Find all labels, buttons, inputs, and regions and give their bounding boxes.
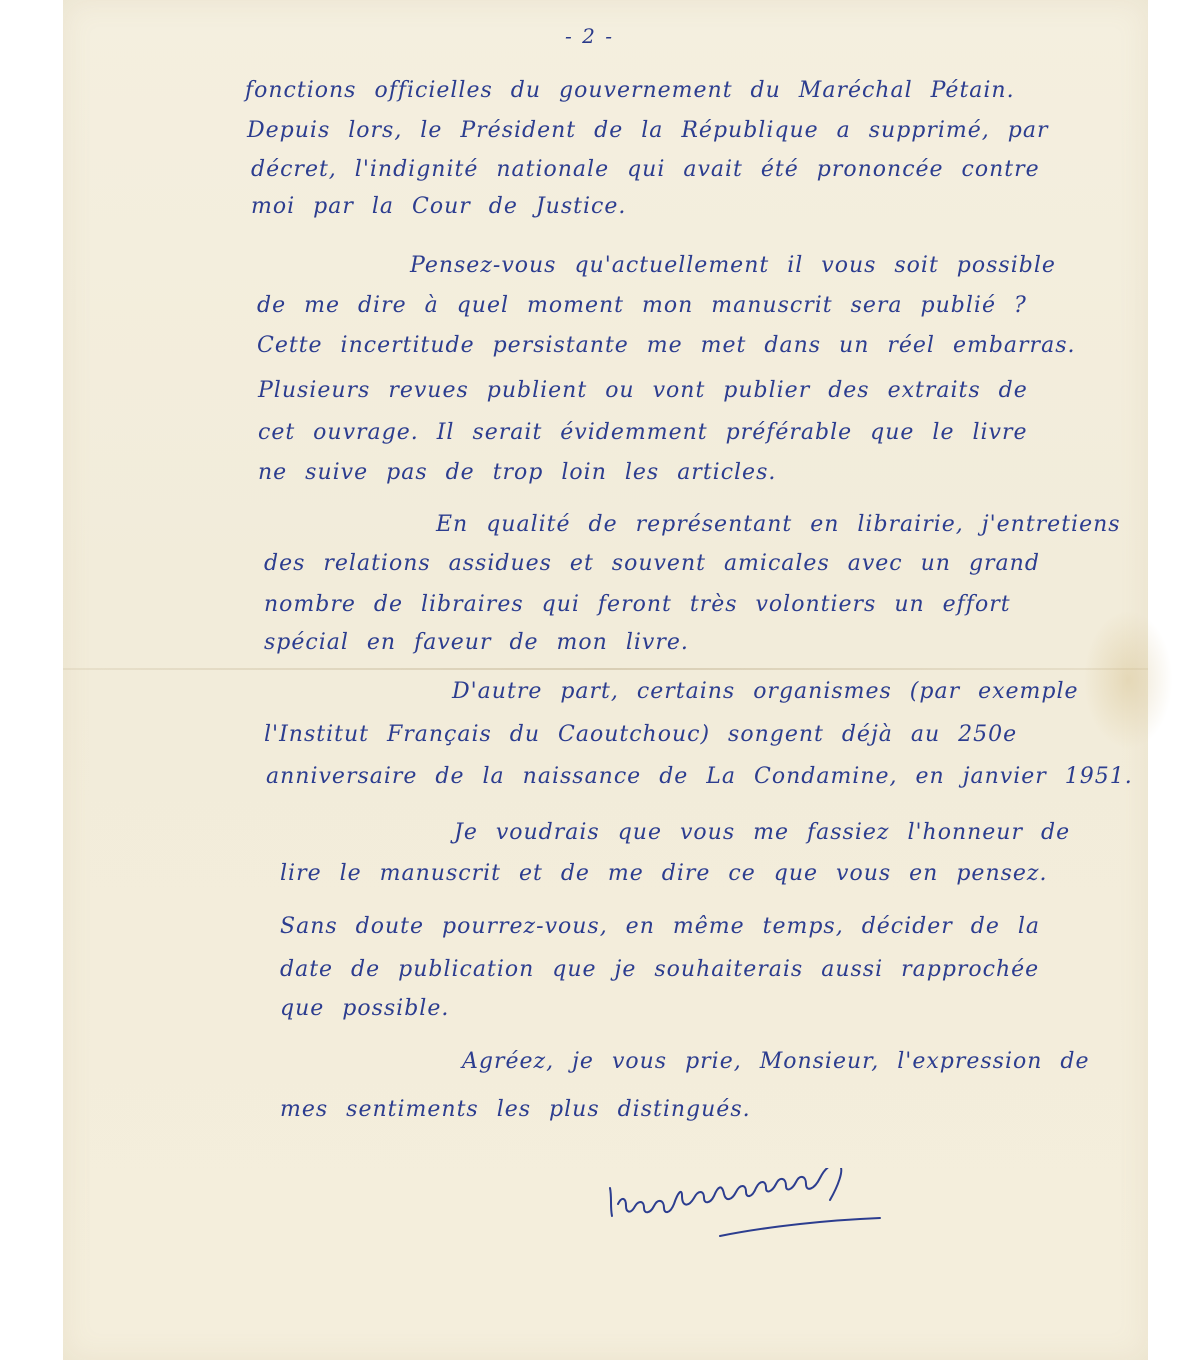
- letter-line: fonctions officielles du gouvernement du Maréchal Pétain.: [245, 78, 1015, 103]
- letter-line: moi par la Cour de Justice.: [251, 194, 627, 219]
- letter-line: que possible.: [280, 996, 450, 1021]
- paper-fold: [63, 668, 1148, 670]
- letter-line: de me dire à quel moment mon manuscrit sera publié ?: [257, 293, 1027, 318]
- letter-line: Depuis lors, le Président de la République a supprimé, par: [247, 118, 1049, 143]
- handwritten-signature: [600, 1168, 930, 1248]
- letter-line: nombre de libraires qui feront très volontiers un effort: [264, 592, 1011, 617]
- letter-line: ne suive pas de trop loin les articles.: [258, 460, 777, 485]
- letter-line: spécial en faveur de mon livre.: [264, 630, 689, 655]
- letter-line: cet ouvrage. Il serait évidemment préférable que le livre: [258, 420, 1028, 445]
- paper-stain: [1083, 610, 1173, 750]
- letter-line: des relations assidues et souvent amicales avec un grand: [264, 551, 1040, 576]
- letter-line: D'autre part, certains organismes (par exemple: [452, 679, 1079, 704]
- letter-line: décret, l'indignité nationale qui avait été prononcée contre: [251, 157, 1040, 182]
- letter-line: anniversaire de la naissance de La Condamine, en janvier 1951.: [266, 764, 1133, 789]
- letter-line: l'Institut Français du Caoutchouc) songent déjà au 250e: [264, 722, 1018, 747]
- letter-line: Cette incertitude persistante me met dans un réel embarras.: [257, 333, 1076, 358]
- letter-line: mes sentiments les plus distingués.: [280, 1097, 751, 1122]
- letter-line: lire le manuscrit et de me dire ce que vous en pensez.: [280, 861, 1048, 886]
- letter-line: En qualité de représentant en librairie, j'entretiens: [436, 512, 1121, 537]
- letter-line: Agréez, je vous prie, Monsieur, l'expression de: [462, 1049, 1090, 1074]
- letter-line: date de publication que je souhaiterais aussi rapprochée: [280, 957, 1040, 982]
- letter-line: Sans doute pourrez-vous, en même temps, décider de la: [280, 914, 1041, 939]
- letter-line: Pensez-vous qu'actuellement il vous soit possible: [410, 253, 1056, 278]
- page-number: - 2 -: [565, 24, 614, 48]
- letter-line: Plusieurs revues publient ou vont publier des extraits de: [258, 378, 1028, 403]
- letter-line: Je voudrais que vous me fassiez l'honneur de: [454, 820, 1071, 845]
